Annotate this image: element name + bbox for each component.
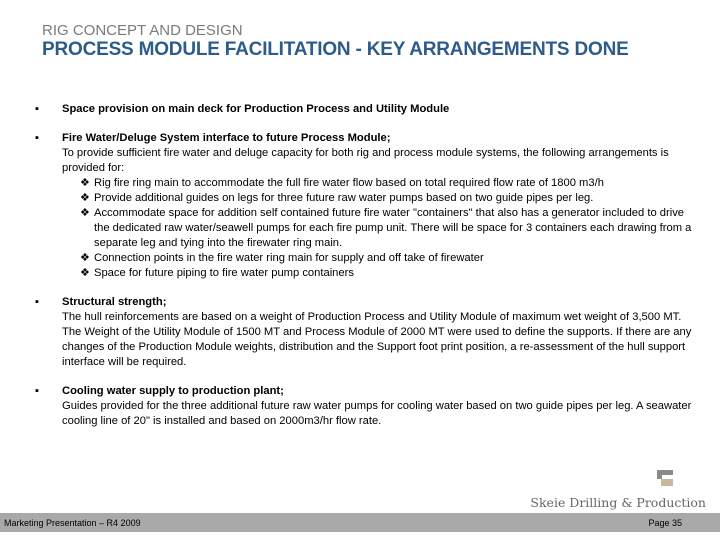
bullet-heading: Cooling water supply to production plant; xyxy=(62,385,284,397)
bullet-heading: Structural strength; xyxy=(62,296,167,308)
footer-presentation-label: Marketing Presentation – R4 2009 xyxy=(4,518,141,528)
sub-bullet-text: Connection points in the fire water ring main for supply and off take of firewater xyxy=(94,252,484,264)
bullet-heading: Fire Water/Deluge System interface to future Process Module; xyxy=(62,132,391,144)
diamond-bullet-icon: ❖ xyxy=(80,192,91,204)
footer-bar xyxy=(0,513,720,532)
bullet-icon: ▪ xyxy=(35,296,39,308)
bullet-icon: ▪ xyxy=(35,132,39,144)
bullet-item xyxy=(35,131,695,281)
sub-bullet-text: Space for future piping to fire water pump containers xyxy=(94,267,354,279)
logo-text: Skeie Drilling & Production xyxy=(530,495,706,510)
bullet-heading: Space provision on main deck for Production Process and Utility Module xyxy=(62,103,450,115)
sub-bullet-text: Rig fire ring main to accommodate the full fire water flow based on total required flow rate of 1800 m3/h xyxy=(94,177,604,189)
slide-title: PROCESS MODULE FACILITATION - KEY ARRANGEMENTS DONE xyxy=(42,39,629,60)
slide-content xyxy=(35,102,695,443)
bullet-body: Guides provided for the three additional future raw water pumps for cooling water based on two guide pipes per leg. A seawater cooling line of 20" is installed and based on 2000m3/hr flow rate. xyxy=(62,400,692,427)
sub-bullet-item xyxy=(80,176,695,191)
sub-bullet-item xyxy=(80,266,695,281)
section-supertitle: RIG CONCEPT AND DESIGN xyxy=(42,22,243,39)
bullet-body: The hull reinforcements are based on a weight of Production Process and Utility Module of maximum wet weight of 3,500 MT. The Weight of the Utility Module of 1500 MT and Process Module of 2000 MT were used to define the supports. If there are any changes of the Production Module weights, distribution and the Support foot print position, a re-assessment of the hull support interface will be required. xyxy=(62,311,692,368)
bullet-item xyxy=(35,384,695,429)
diamond-bullet-icon: ❖ xyxy=(80,177,91,189)
bullet-icon: ▪ xyxy=(35,103,39,115)
bullet-icon: ▪ xyxy=(35,385,39,397)
sub-bullet-text: Provide additional guides on legs for three future raw water pumps based on two guide pipes per leg. xyxy=(94,192,594,204)
diamond-bullet-icon: ❖ xyxy=(80,207,91,219)
sub-bullet-list xyxy=(62,176,695,281)
bullet-body: To provide sufficient fire water and deluge capacity for both rig and process module systems, the following arrangements is provided for: xyxy=(62,147,669,174)
bullet-item xyxy=(35,102,695,117)
diamond-bullet-icon: ❖ xyxy=(80,267,91,279)
sub-bullet-text: Accommodate space for addition self contained future fire water "containers" that also has a generator included to drive the dedicated raw water/seawell pumps for each fire pump unit. There will be space for 3 containers each drawing from a separate leg and tying into the firewater ring main. xyxy=(94,207,692,249)
diamond-bullet-icon: ❖ xyxy=(80,252,91,264)
logo-mark-icon xyxy=(657,470,673,486)
bullet-item xyxy=(35,295,695,370)
sub-bullet-item xyxy=(80,191,695,206)
page-number: Page 35 xyxy=(648,518,682,528)
sub-bullet-item xyxy=(80,251,695,266)
sub-bullet-item xyxy=(80,206,695,251)
